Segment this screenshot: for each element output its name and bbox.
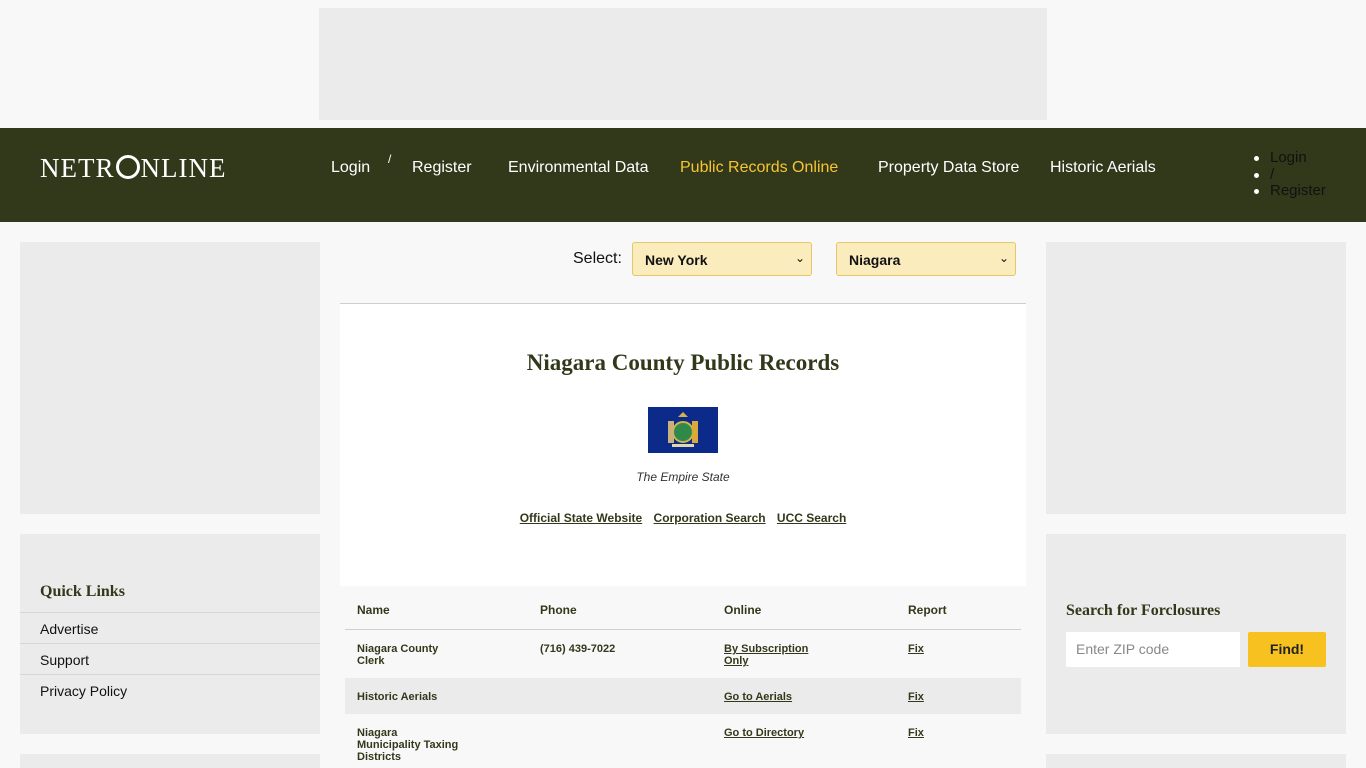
name-line: Niagara County (357, 643, 439, 655)
quick-link-label: Advertise (40, 621, 99, 637)
account-separator: / (1254, 167, 1326, 184)
quick-link-privacy-policy[interactable] (20, 674, 320, 706)
left-lower-box (20, 754, 320, 768)
account-menu (1254, 150, 1326, 200)
table-row-name (357, 643, 438, 667)
state-motto: The Empire State (636, 470, 730, 484)
table-row-online-link[interactable]: Go to Aerials (724, 691, 793, 703)
name-line: Clerk (357, 655, 385, 667)
nav-property-data-store[interactable]: Property Data Store (878, 159, 1020, 176)
corporation-search-link[interactable]: Corporation Search (653, 511, 766, 525)
logo-text-left: NETR (40, 153, 115, 183)
quick-links-title: Quick Links (40, 583, 125, 600)
left-ad-box (20, 242, 320, 514)
link-line: Only (724, 655, 749, 667)
county-select[interactable] (836, 242, 1016, 276)
nav-historic-aerials[interactable]: Historic Aerials (1050, 159, 1156, 176)
table-divider (345, 629, 1021, 630)
table-row-online-link[interactable]: Go to Directory (724, 727, 805, 739)
right-ad-box (1046, 242, 1346, 514)
select-label: Select: (573, 250, 622, 267)
column-header-name: Name (357, 603, 390, 617)
chevron-down-icon: ⌄ (794, 251, 805, 265)
state-links (340, 511, 1026, 525)
table-row-name: Historic Aerials (357, 691, 438, 703)
top-ad-banner (319, 8, 1047, 120)
nav-environmental-data[interactable]: Environmental Data (508, 159, 649, 176)
quick-link-support[interactable] (20, 643, 320, 675)
nav-public-records-online[interactable]: Public Records Online (680, 159, 839, 176)
right-lower-box (1046, 754, 1346, 768)
table-row-fix-link[interactable]: Fix (908, 727, 924, 739)
nav-login[interactable]: Login (331, 159, 371, 176)
column-header-phone: Phone (540, 603, 577, 617)
netronline-logo[interactable] (40, 153, 226, 184)
quick-link-label: Support (40, 652, 90, 668)
account-register[interactable]: Register (1254, 183, 1326, 200)
state-select-value: New York (645, 252, 708, 268)
state-select[interactable] (632, 242, 812, 276)
quick-link-advertise[interactable] (20, 612, 320, 644)
name-line: Districts (357, 751, 402, 763)
table-row-name (357, 727, 458, 763)
page-title: Niagara County Public Records (526, 350, 840, 375)
name-line: Niagara (357, 727, 398, 739)
foreclosure-search-title: Search for Forclosures (1066, 602, 1221, 619)
account-login[interactable]: Login (1254, 150, 1326, 167)
column-header-report: Report (908, 603, 947, 617)
new-york-flag-icon (648, 407, 718, 453)
find-button[interactable]: Find! (1248, 632, 1326, 667)
county-select-value: Niagara (849, 252, 901, 268)
quick-link-label: Privacy Policy (40, 683, 128, 699)
zip-code-input[interactable]: Enter ZIP code (1066, 632, 1240, 667)
column-header-online: Online (724, 603, 762, 617)
name-line: Municipality Taxing (357, 739, 459, 751)
table-row-fix-link[interactable]: Fix (908, 691, 924, 703)
table-row-fix-link[interactable]: Fix (908, 643, 924, 655)
nav-register[interactable]: Register (412, 159, 472, 176)
globe-icon (116, 155, 140, 179)
logo-text-right: NLINE (140, 153, 227, 183)
table-row-phone: (716) 439-7022 (540, 643, 616, 655)
chevron-down-icon: ⌄ (998, 251, 1009, 265)
ucc-search-link[interactable]: UCC Search (776, 511, 847, 525)
official-state-website-link[interactable]: Official State Website (519, 511, 643, 525)
link-line: By Subscription (724, 643, 809, 655)
nav-separator: / (388, 152, 392, 166)
table-row-online-link[interactable] (724, 643, 808, 667)
